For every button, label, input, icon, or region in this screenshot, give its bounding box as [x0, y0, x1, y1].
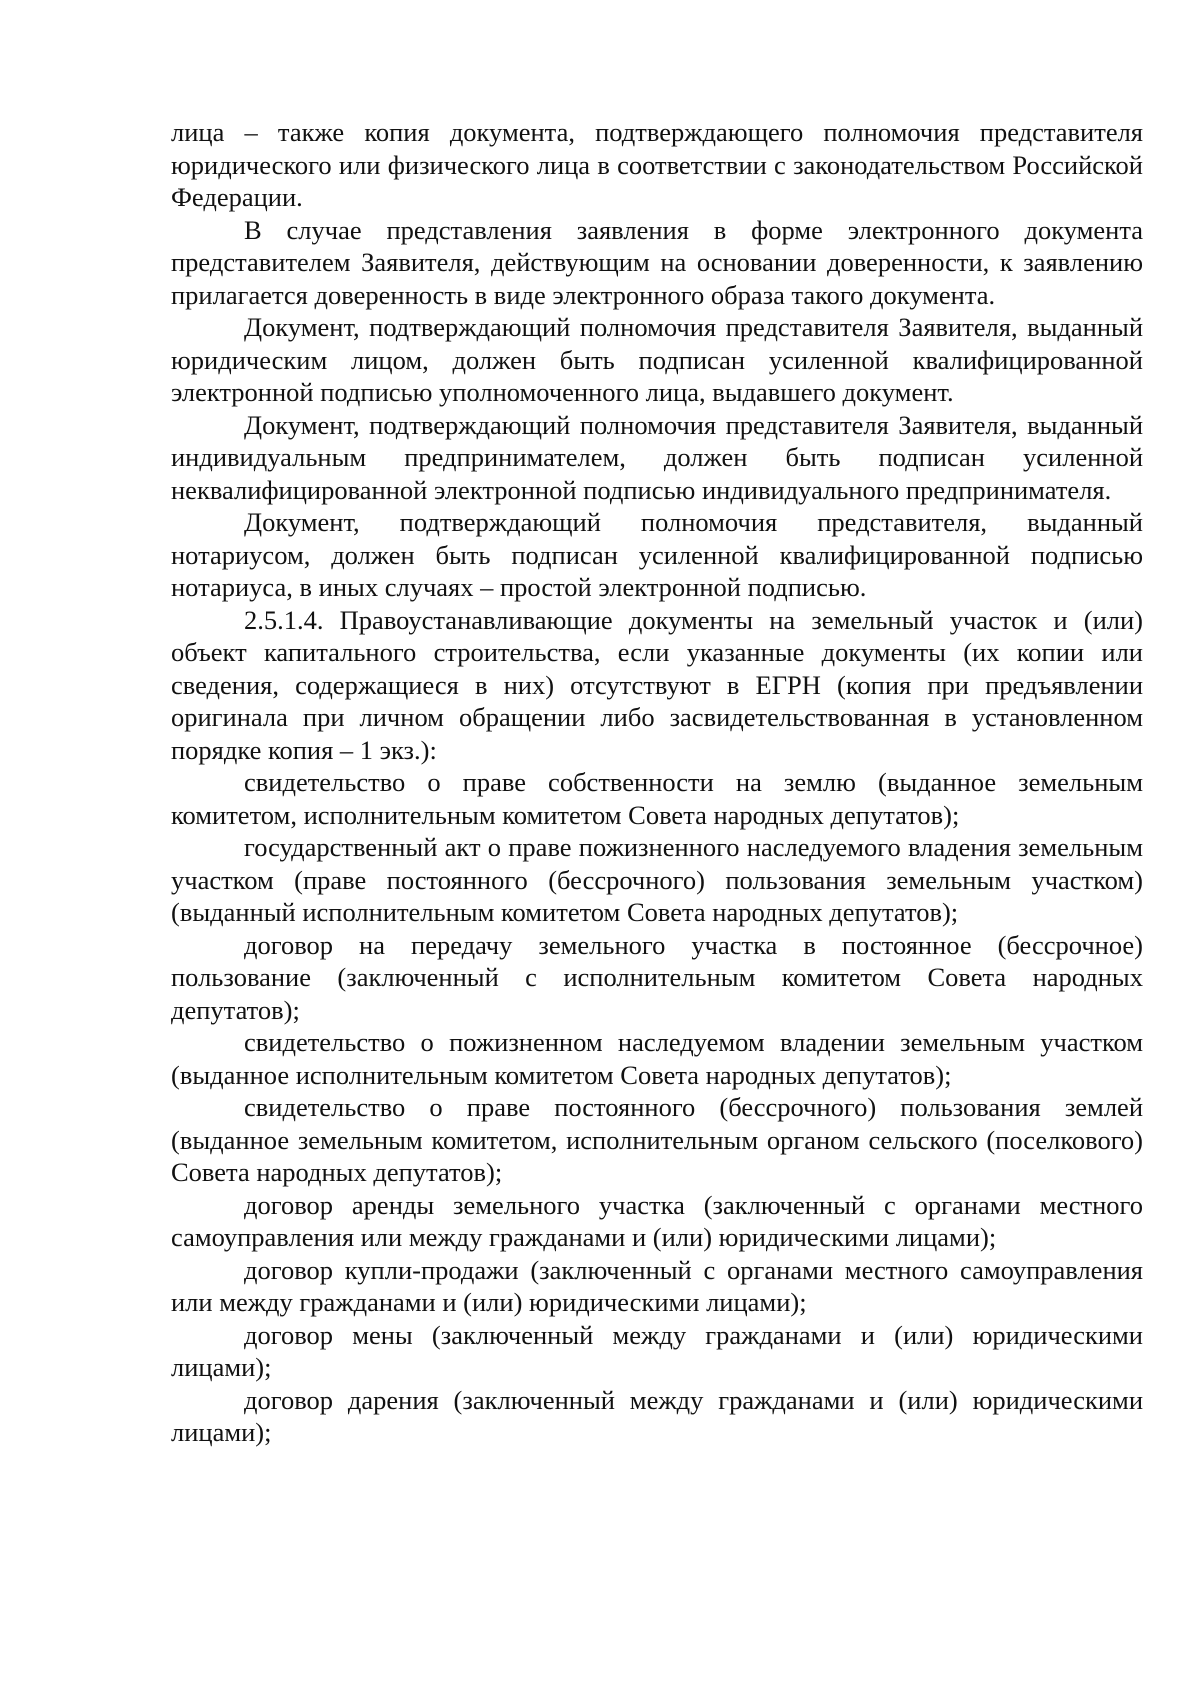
paragraph-electronic-power-of-attorney: В случае представления заявления в форме электронного документа представителем Заявителя, действующим на основании доверенности, к заявлению прилагается доверенность в виде электронного образа такого документа. — [171, 214, 1143, 310]
list-item-sale-agreement: договор купли-продажи (заключенный с органами местного самоуправления или между гражданами и (или) юридическими лицами); — [171, 1254, 1143, 1317]
list-item-lease-agreement: договор аренды земельного участка (заключенный с органами местного самоуправления или между гражданами и (или) юридическими лицами); — [171, 1189, 1143, 1252]
paragraph-authority-copy: лица – также копия документа, подтверждающего полномочия представителя юридического или физического лица в соответствии с законодательством Российской Федерации. — [171, 117, 1143, 212]
list-item-exchange-agreement: договор мены (заключенный между гражданами и (или) юридическими лицами); — [171, 1319, 1143, 1382]
list-item-transfer-agreement: договор на передачу земельного участка в постоянное (бессрочное) пользование (заключенный с исполнительным комитетом Совета народных депутатов); — [171, 929, 1143, 1025]
list-item-inheritable-possession-certificate: свидетельство о пожизненном наследуемом владении земельным участком (выданное исполнительным комитетом Совета народных депутатов); — [171, 1027, 1143, 1090]
list-item-state-act: государственный акт о праве пожизненного наследуемого владения земельным участком (праве постоянного (бессрочного) пользования земельным участком) (выданный исполнительным комитетом Совета народных депутатов); — [171, 832, 1143, 927]
list-item-permanent-use-certificate: свидетельство о праве постоянного (бессрочного) пользования землей (выданное земельным комитетом, исполнительным органом сельского (поселкового) Совета народных депутатов); — [171, 1092, 1143, 1187]
paragraph-legal-entity-signature: Документ, подтверждающий полномочия представителя Заявителя, выданный юридическим лицом, должен быть подписан усиленной квалифицированной электронной подписью уполномоченного лица, выдавшего документ. — [171, 312, 1143, 407]
paragraph-section-2-5-1-4: 2.5.1.4. Правоустанавливающие документы на земельный участок и (или) объект капитального строительства, если указанные документы (их копии или сведения, содержащиеся в них) отсутствуют в ЕГРН (копия при предъявлении оригинала при личном обращении либо засвидетельствованная в установленном порядке копия – 1 экз.): — [171, 604, 1143, 765]
paragraph-notary-signature: Документ, подтверждающий полномочия представителя, выданный нотариусом, должен быть подписан усиленной квалифицированной подписью нотариуса, в иных случаях – простой электронной подписью. — [171, 507, 1143, 602]
list-item-gift-agreement: договор дарения (заключенный между гражданами и (или) юридическими лицами); — [171, 1384, 1143, 1447]
document-page — [171, 116, 1143, 1449]
paragraph-entrepreneur-signature: Документ, подтверждающий полномочия представителя Заявителя, выданный индивидуальным предпринимателем, должен быть подписан усиленной неквалифицированной электронной подписью индивидуального предпринимателя. — [171, 409, 1143, 505]
list-item-land-ownership-certificate: свидетельство о праве собственности на землю (выданное земельным комитетом, исполнительным комитетом Совета народных депутатов); — [171, 767, 1143, 830]
